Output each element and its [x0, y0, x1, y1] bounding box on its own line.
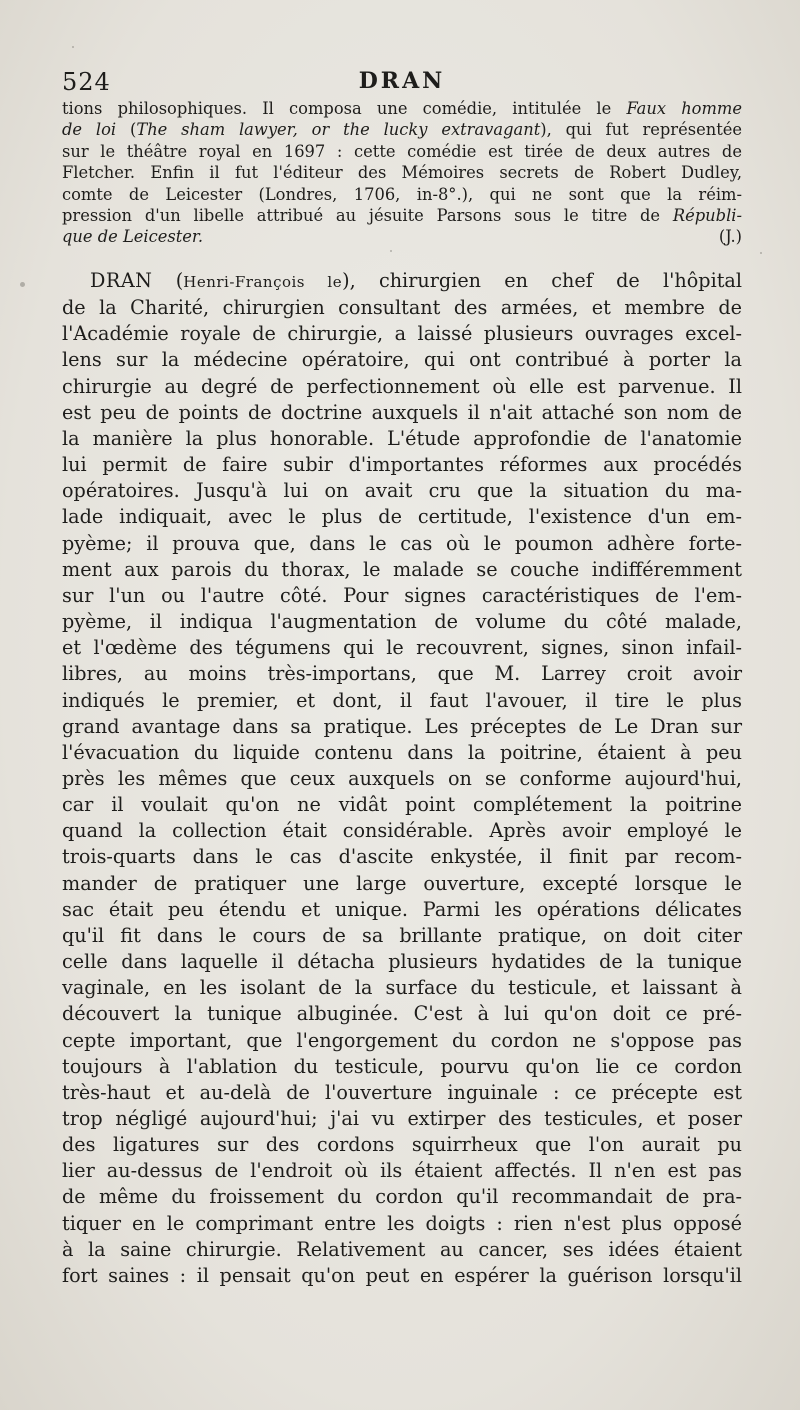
ink-smudge	[20, 282, 25, 287]
text-line: pyème, il indiqua l'augmentation de volume du côté malade,	[62, 610, 742, 634]
text-line: celle dans laquelle il détacha plusieurs hydatides de la tunique	[62, 950, 742, 974]
text-line: sur le théâtre royal en 1697 : cette comédie est tirée de deux autres de	[62, 141, 742, 161]
text-line: chirurgie au degré de perfectionnement où elle est parvenue. Il	[62, 374, 742, 398]
given-name: Henri-François le	[183, 273, 343, 291]
text-line: à la saine chirurgie. Relativement au cancer, ses idées étaient	[62, 1237, 742, 1261]
text-line: très-haut et au-delà de l'ouverture inguinale : ce précepte est	[62, 1080, 742, 1104]
text-line: de loi (The sham lawyer, or the lucky extravagant), qui fut représentée	[62, 120, 743, 140]
text-line: cepte important, que l'engorgement du cordon ne s'oppose pas	[62, 1028, 742, 1052]
dran-entry	[62, 268, 742, 1289]
paper-speck	[760, 252, 762, 254]
text-line: vaginale, en les isolant de la surface du testicule, et laissant à	[62, 976, 742, 1000]
text-line: l'Académie royale de chirurgie, a laissé plusieurs ouvrages excel-	[62, 322, 742, 346]
text-line: lade indiquait, avec le plus de certitude, l'existence d'un em-	[62, 505, 742, 529]
headword: DRAN	[90, 269, 153, 292]
page-header	[62, 68, 742, 98]
text-line: lens sur la médecine opératoire, qui ont contribué à porter la	[62, 348, 742, 372]
text-line: lier au-dessus de l'endroit où ils étaient affectés. Il n'en est pas	[62, 1159, 742, 1183]
text-line: l'évacuation du liquide contenu dans la poitrine, étaient à peu	[62, 740, 742, 764]
text-line: et l'œdème des tégumens qui le recouvrent, signes, sinon infail-	[62, 636, 742, 660]
text-line: lui permit de faire subir d'importantes réformes aux procédés	[62, 453, 742, 477]
paper-speck	[390, 250, 392, 252]
text-line: près les mêmes que ceux auxquels on se conforme aujourd'hui,	[62, 766, 742, 790]
paper-speck	[72, 46, 74, 48]
text-line: des ligatures sur des cordons squirrheux que l'on aurait pu	[62, 1133, 742, 1157]
text-line: sac était peu étendu et unique. Parmi les opérations délicates	[62, 897, 742, 921]
text-line: qu'il fit dans le cours de sa brillante pratique, on doit citer	[62, 923, 742, 947]
text-line: sur l'un ou l'autre côté. Pour signes caractéristiques de l'em-	[62, 583, 742, 607]
entry-first-line: DRAN (Henri-François le), chirurgien en chef de l'hôpital	[90, 269, 742, 292]
italic-title: que de Leicester.	[62, 227, 204, 247]
text-line: mander de pratiquer une large ouverture, excepté lorsque le	[62, 871, 742, 895]
text-line: pression d'un libelle attribué au jésuite Parsons sous le titre de Républi-	[62, 206, 742, 226]
text-line: pyème; il prouva que, dans le cas où le poumon adhère forte-	[62, 531, 742, 555]
text-line: indiqués le premier, et dont, il faut l'avouer, il tire le plus	[62, 688, 742, 712]
text-line: fort saines : il pensait qu'on peut en espérer la guérison lorsqu'il	[62, 1263, 742, 1287]
text-line: toujours à l'ablation du testicule, pourvu qu'on lie ce cordon	[62, 1054, 742, 1078]
author-initial: (J.)	[718, 227, 742, 247]
text-line: découvert la tunique albuginée. C'est à lui qu'on doit ce pré-	[62, 1002, 742, 1026]
text-line: car il voulait qu'on ne vidât point complétement la poitrine	[62, 793, 742, 817]
text-line: de la Charité, chirurgien consultant des armées, et membre de	[62, 296, 742, 320]
text-line: trop négligé aujourd'hui; j'ai vu extirper des testicules, et poser	[62, 1107, 742, 1130]
text-line: de même du froissement du cordon qu'il recommandait de pra-	[62, 1185, 742, 1209]
text-line: opératoires. Jusqu'à lui on avait cru que la situation du ma-	[62, 479, 742, 503]
page-number: 524	[62, 68, 111, 96]
text-line: Fletcher. Enfin il fut l'éditeur des Mémoires secrets de Robert Dudley,	[62, 163, 742, 183]
text-line: tions philosophiques. Il composa une comédie, intitulée le Faux homme	[62, 99, 743, 118]
running-head: DRAN	[358, 68, 446, 94]
text-line: est peu de points de doctrine auxquels il n'ait attaché son nom de	[62, 400, 742, 424]
text-line: ment aux parois du thorax, le malade se couche indifféremment	[62, 557, 742, 581]
text-line: comte de Leicester (Londres, 1706, in-8°.), qui ne sont que la réim-	[62, 184, 742, 204]
text-line: la manière la plus honorable. L'étude approfondie de l'anatomie	[62, 426, 742, 450]
text-line: grand avantage dans sa pratique. Les préceptes de Le Dran sur	[62, 714, 742, 738]
text-line: trois-quarts dans le cas d'ascite enkystée, il finit par recom-	[62, 845, 742, 869]
text-line: libres, au moins très-importans, que M. Larrey croit avoir	[62, 662, 742, 686]
previous-entry-ending	[62, 98, 742, 248]
entry-body	[62, 295, 742, 1289]
text-line: tiquer en le comprimant entre les doigts : rien n'est plus opposé	[62, 1211, 742, 1235]
text-line: quand la collection était considérable. Après avoir employé le	[62, 819, 742, 843]
text-line	[62, 226, 742, 247]
